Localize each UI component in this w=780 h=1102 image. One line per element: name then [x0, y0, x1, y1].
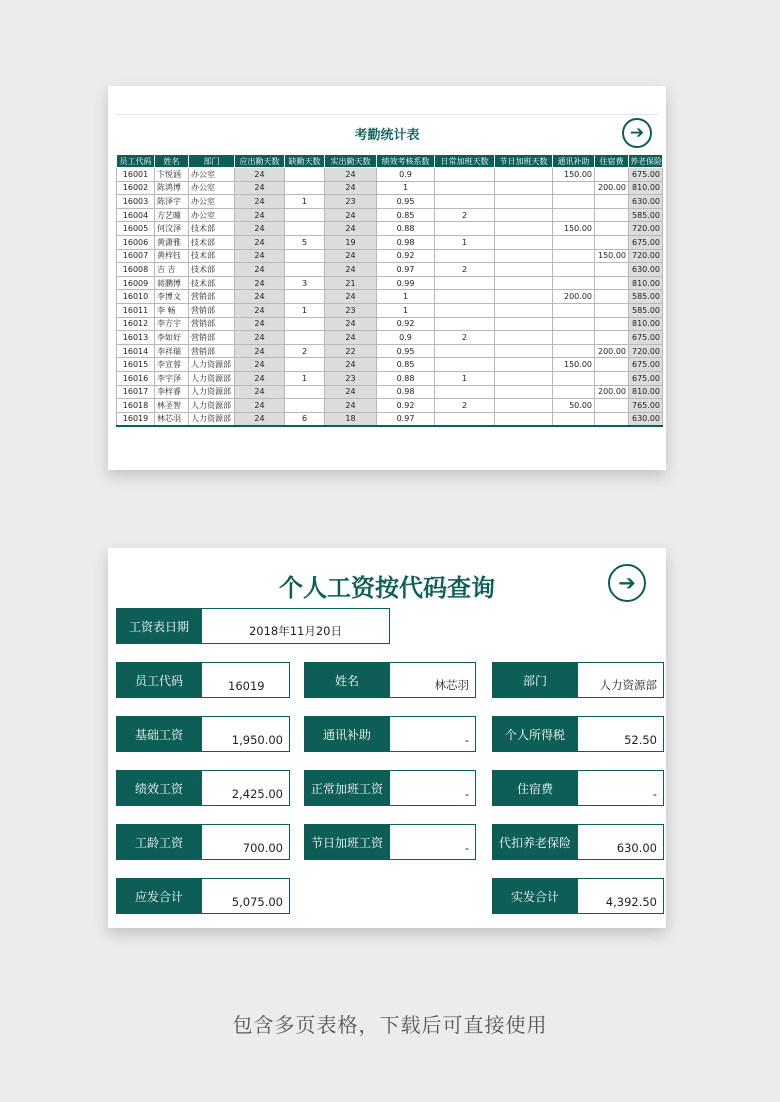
table-cell: 林圣智: [155, 399, 189, 413]
table-cell: [285, 317, 325, 331]
table-cell: 765.00: [629, 399, 663, 413]
table-cell: [285, 168, 325, 182]
table-cell: [553, 317, 595, 331]
table-cell: 16014: [117, 344, 155, 358]
table-cell: 2: [435, 208, 495, 222]
table-cell: 办公室: [189, 168, 235, 182]
table-cell: 23: [325, 371, 377, 385]
table-cell: [285, 181, 325, 195]
base-salary-value: 1,950.00: [202, 716, 290, 752]
table-cell: [495, 358, 553, 372]
table-cell: 24: [325, 385, 377, 399]
table-cell: 24: [235, 399, 285, 413]
table-cell: 18: [325, 412, 377, 426]
table-cell: 0.9: [377, 331, 435, 345]
table-cell: [595, 303, 629, 317]
table-row: [117, 276, 663, 290]
table-cell: [285, 222, 325, 236]
table-cell: 2: [435, 263, 495, 277]
table-cell: 0.98: [377, 235, 435, 249]
table-cell: 人力资源部: [189, 385, 235, 399]
table-row: [117, 181, 663, 195]
table-cell: 16015: [117, 358, 155, 372]
column-header: 养老保险: [630, 156, 662, 166]
table-cell: 营销部: [189, 331, 235, 345]
table-cell: 0.95: [377, 344, 435, 358]
table-cell: [435, 317, 495, 331]
column-header: 住宿费: [595, 155, 629, 168]
table-row: [117, 263, 663, 277]
bottom-caption: 包含多页表格，下载后可直接使用: [232, 1013, 548, 1037]
table-cell: 720.00: [629, 344, 663, 358]
table-cell: 24: [235, 168, 285, 182]
column-header: 部门: [189, 155, 235, 168]
table-cell: 24: [235, 371, 285, 385]
table-cell: [595, 371, 629, 385]
table-cell: [285, 385, 325, 399]
table-cell: 技术部: [189, 263, 235, 277]
table-cell: [435, 385, 495, 399]
table-cell: 0.88: [377, 371, 435, 385]
table-cell: 办公室: [189, 208, 235, 222]
seniority-salary-value: 700.00: [202, 824, 290, 860]
comm-subsidy-value: -: [390, 716, 476, 752]
income-tax-label: 个人所得税: [492, 716, 578, 752]
table-cell: 585.00: [629, 290, 663, 304]
table-cell: [285, 399, 325, 413]
table-cell: 0.97: [377, 412, 435, 426]
table-cell: [495, 385, 553, 399]
table-cell: 24: [235, 303, 285, 317]
table-row: [117, 317, 663, 331]
table-cell: 24: [325, 222, 377, 236]
table-cell: 24: [235, 276, 285, 290]
table-cell: 办公室: [189, 181, 235, 195]
table-cell: 16016: [117, 371, 155, 385]
table-cell: 16004: [117, 208, 155, 222]
table-cell: 1: [377, 290, 435, 304]
table-cell: [553, 263, 595, 277]
table-cell: 24: [325, 358, 377, 372]
table-cell: 150.00: [553, 168, 595, 182]
table-cell: 24: [235, 235, 285, 249]
table-cell: 675.00: [629, 168, 663, 182]
table-cell: [435, 222, 495, 236]
lodging-fee-value: -: [578, 770, 664, 806]
pension-deduction-value: 630.00: [578, 824, 664, 860]
table-cell: [495, 399, 553, 413]
table-cell: 24: [235, 317, 285, 331]
table-cell: 23: [325, 195, 377, 209]
table-cell: 150.00: [553, 358, 595, 372]
table-cell: 24: [235, 385, 285, 399]
table-cell: [495, 344, 553, 358]
attendance-title: 考勤统计表: [354, 128, 420, 143]
table-cell: 24: [325, 290, 377, 304]
performance-salary-value: 2,425.00: [202, 770, 290, 806]
arrow-right-circle-icon[interactable]: ➔: [622, 118, 652, 148]
seniority-salary-label: 工龄工资: [116, 824, 202, 860]
table-cell: 李宇泽: [155, 371, 189, 385]
table-cell: 人力资源部: [189, 358, 235, 372]
table-cell: 810.00: [629, 385, 663, 399]
table-cell: 3: [285, 276, 325, 290]
table-cell: [553, 276, 595, 290]
table-cell: 16010: [117, 290, 155, 304]
table-cell: 16002: [117, 181, 155, 195]
table-cell: 24: [235, 249, 285, 263]
table-cell: [595, 317, 629, 331]
table-cell: [495, 371, 553, 385]
table-cell: 黄梓钰: [155, 249, 189, 263]
column-header: 通讯补助: [553, 155, 595, 168]
table-cell: 0.98: [377, 385, 435, 399]
table-cell: 陈泽宇: [155, 195, 189, 209]
table-cell: 24: [325, 249, 377, 263]
table-cell: 16007: [117, 249, 155, 263]
net-total-label: 实发合计: [492, 878, 578, 914]
table-cell: 16011: [117, 303, 155, 317]
table-cell: 24: [325, 317, 377, 331]
table-cell: 0.97: [377, 263, 435, 277]
table-cell: 0.92: [377, 249, 435, 263]
table-row: [117, 344, 663, 358]
salary-title: 个人工资按代码查询: [279, 574, 495, 602]
table-cell: 技术部: [189, 222, 235, 236]
table-cell: 技术部: [189, 276, 235, 290]
table-cell: 人力资源部: [189, 399, 235, 413]
table-cell: 21: [325, 276, 377, 290]
table-cell: [595, 235, 629, 249]
table-cell: 人力资源部: [189, 412, 235, 426]
comm-subsidy-label: 通讯补助: [304, 716, 390, 752]
table-cell: [435, 276, 495, 290]
table-cell: [495, 168, 553, 182]
table-cell: 585.00: [629, 303, 663, 317]
table-cell: 0.9: [377, 168, 435, 182]
salary-lookup-card: [108, 548, 666, 928]
table-cell: 0.88: [377, 222, 435, 236]
table-cell: [435, 249, 495, 263]
dept-value: 人力资源部: [578, 662, 664, 698]
table-cell: 李宣蓉: [155, 358, 189, 372]
table-row: [117, 358, 663, 372]
table-cell: 24: [235, 263, 285, 277]
table-cell: 营销部: [189, 303, 235, 317]
table-cell: 24: [235, 344, 285, 358]
table-cell: 1: [285, 371, 325, 385]
table-cell: 24: [325, 168, 377, 182]
table-cell: 蒋鹏博: [155, 276, 189, 290]
table-cell: 李梓睿: [155, 385, 189, 399]
table-cell: 营销部: [189, 317, 235, 331]
table-cell: 林芯羽: [155, 412, 189, 426]
table-cell: 陈鸿博: [155, 181, 189, 195]
table-cell: [595, 208, 629, 222]
table-cell: [435, 181, 495, 195]
column-header: 绩效考核系数: [377, 155, 435, 168]
column-header: 节日加班天数: [495, 155, 553, 168]
table-cell: 24: [235, 181, 285, 195]
table-cell: 24: [235, 195, 285, 209]
table-cell: [595, 290, 629, 304]
table-cell: [435, 195, 495, 209]
table-cell: [495, 290, 553, 304]
holiday-overtime-value: -: [390, 824, 476, 860]
column-header: 日常加班天数: [435, 155, 495, 168]
table-cell: 19: [325, 235, 377, 249]
table-cell: 16008: [117, 263, 155, 277]
table-cell: 1: [435, 235, 495, 249]
performance-salary-label: 绩效工资: [116, 770, 202, 806]
column-header: 姓名: [155, 155, 189, 168]
table-cell: 1: [377, 181, 435, 195]
lodging-fee-label: 住宿费: [492, 770, 578, 806]
gross-total-value: 5,075.00: [202, 878, 290, 914]
table-cell: 1: [285, 303, 325, 317]
table-cell: 675.00: [629, 371, 663, 385]
table-cell: [495, 412, 553, 426]
table-cell: [495, 235, 553, 249]
table-cell: [595, 276, 629, 290]
overtime-pay-label: 正常加班工资: [304, 770, 390, 806]
table-cell: 营销部: [189, 290, 235, 304]
date-label: 工资表日期: [116, 608, 202, 644]
table-cell: 0.85: [377, 208, 435, 222]
table-cell: [285, 358, 325, 372]
table-cell: 1: [377, 303, 435, 317]
table-cell: [285, 331, 325, 345]
table-cell: 0.85: [377, 358, 435, 372]
attendance-table: [116, 154, 663, 427]
base-salary-label: 基础工资: [116, 716, 202, 752]
table-cell: 李博文: [155, 290, 189, 304]
table-cell: 16018: [117, 399, 155, 413]
table-cell: 16017: [117, 385, 155, 399]
table-cell: 585.00: [629, 208, 663, 222]
table-cell: 5: [285, 235, 325, 249]
table-cell: 150.00: [595, 249, 629, 263]
table-cell: [595, 399, 629, 413]
table-cell: [495, 317, 553, 331]
table-cell: [495, 303, 553, 317]
table-cell: 李如好: [155, 331, 189, 345]
table-cell: 24: [235, 358, 285, 372]
table-cell: 720.00: [629, 222, 663, 236]
table-cell: 24: [235, 208, 285, 222]
table-cell: 675.00: [629, 331, 663, 345]
column-header: 实出勤天数: [325, 155, 377, 168]
table-cell: 0.99: [377, 276, 435, 290]
table-row: [117, 168, 663, 182]
employee-code-input[interactable]: 16019: [202, 662, 290, 698]
table-cell: [435, 290, 495, 304]
table-row: [117, 195, 663, 209]
table-cell: 24: [235, 290, 285, 304]
table-cell: 营销部: [189, 344, 235, 358]
table-cell: 23: [325, 303, 377, 317]
table-cell: 技术部: [189, 249, 235, 263]
overtime-pay-value: -: [390, 770, 476, 806]
attendance-card: [108, 86, 666, 470]
column-header: 应出勤天数: [235, 155, 285, 168]
table-cell: [435, 358, 495, 372]
table-cell: 200.00: [553, 290, 595, 304]
table-cell: 技术部: [189, 235, 235, 249]
table-cell: 方艺曈: [155, 208, 189, 222]
table-row: [117, 371, 663, 385]
table-cell: [495, 276, 553, 290]
table-cell: [495, 249, 553, 263]
table-cell: [553, 412, 595, 426]
table-cell: [595, 195, 629, 209]
pension-deduction-label: 代扣养老保险: [492, 824, 578, 860]
table-cell: [595, 222, 629, 236]
table-cell: [495, 195, 553, 209]
table-cell: [435, 303, 495, 317]
table-row: [117, 249, 663, 263]
table-cell: 810.00: [629, 181, 663, 195]
table-row: [117, 399, 663, 413]
name-label: 姓名: [304, 662, 390, 698]
net-total-value: 4,392.50: [578, 878, 664, 914]
table-cell: 6: [285, 412, 325, 426]
table-cell: [285, 290, 325, 304]
table-cell: 16005: [117, 222, 155, 236]
table-cell: [553, 208, 595, 222]
date-value[interactable]: 2018年11月20日: [202, 608, 390, 644]
table-row: [117, 412, 663, 426]
table-cell: [553, 385, 595, 399]
table-cell: 200.00: [595, 181, 629, 195]
table-cell: [495, 222, 553, 236]
gross-total-label: 应发合计: [116, 878, 202, 914]
table-cell: 李祥瑞: [155, 344, 189, 358]
table-cell: [553, 195, 595, 209]
table-cell: 24: [325, 181, 377, 195]
table-cell: 16013: [117, 331, 155, 345]
table-cell: 150.00: [553, 222, 595, 236]
employee-code-label: 员工代码: [116, 662, 202, 698]
table-cell: 810.00: [629, 276, 663, 290]
income-tax-value: 52.50: [578, 716, 664, 752]
table-cell: 24: [235, 222, 285, 236]
table-cell: 2: [435, 331, 495, 345]
table-cell: 50.00: [553, 399, 595, 413]
table-cell: 办公室: [189, 195, 235, 209]
table-cell: [553, 181, 595, 195]
table-header-row: [117, 155, 663, 168]
table-cell: 2: [285, 344, 325, 358]
table-cell: 24: [325, 263, 377, 277]
table-cell: [595, 263, 629, 277]
table-cell: 李 畅: [155, 303, 189, 317]
table-cell: 675.00: [629, 235, 663, 249]
table-cell: 24: [325, 331, 377, 345]
table-cell: 16019: [117, 412, 155, 426]
table-cell: 卞悦涵: [155, 168, 189, 182]
table-cell: 0.92: [377, 399, 435, 413]
table-cell: 人力资源部: [189, 371, 235, 385]
table-cell: 16006: [117, 235, 155, 249]
table-cell: 630.00: [629, 263, 663, 277]
table-cell: 李方宇: [155, 317, 189, 331]
table-cell: 24: [235, 412, 285, 426]
table-cell: [435, 168, 495, 182]
table-cell: 16009: [117, 276, 155, 290]
table-cell: [495, 263, 553, 277]
table-cell: [495, 208, 553, 222]
table-cell: 16012: [117, 317, 155, 331]
table-cell: 630.00: [629, 412, 663, 426]
table-row: [117, 290, 663, 304]
table-cell: 2: [435, 399, 495, 413]
table-cell: 吉 吉: [155, 263, 189, 277]
table-cell: 24: [325, 399, 377, 413]
table-cell: 黄潇雅: [155, 235, 189, 249]
table-row: [117, 303, 663, 317]
table-cell: 675.00: [629, 358, 663, 372]
table-cell: [435, 412, 495, 426]
table-row: [117, 222, 663, 236]
table-cell: [435, 344, 495, 358]
table-cell: [553, 303, 595, 317]
table-cell: 22: [325, 344, 377, 358]
table-cell: [495, 331, 553, 345]
holiday-overtime-label: 节日加班工资: [304, 824, 390, 860]
table-cell: 630.00: [629, 195, 663, 209]
table-cell: [553, 235, 595, 249]
table-cell: [553, 371, 595, 385]
arrow-right-circle-icon[interactable]: ➔: [608, 564, 646, 602]
table-cell: 24: [235, 331, 285, 345]
table-cell: [285, 208, 325, 222]
table-row: [117, 208, 663, 222]
table-row: [117, 331, 663, 345]
table-cell: 16001: [117, 168, 155, 182]
table-row: [117, 235, 663, 249]
table-cell: 720.00: [629, 249, 663, 263]
title-divider: [116, 114, 658, 115]
table-cell: [595, 412, 629, 426]
name-value: 林芯羽: [390, 662, 476, 698]
table-cell: [553, 344, 595, 358]
table-cell: [595, 331, 629, 345]
table-cell: [495, 181, 553, 195]
column-header: 员工代码: [117, 155, 155, 168]
table-cell: [285, 249, 325, 263]
dept-label: 部门: [492, 662, 578, 698]
table-row: [117, 385, 663, 399]
table-cell: 24: [325, 208, 377, 222]
table-cell: [553, 331, 595, 345]
table-cell: [595, 168, 629, 182]
table-cell: 0.92: [377, 317, 435, 331]
table-cell: 200.00: [595, 385, 629, 399]
column-header: 缺勤天数: [285, 155, 325, 168]
table-cell: 200.00: [595, 344, 629, 358]
table-cell: 16003: [117, 195, 155, 209]
table-cell: 何汶泽: [155, 222, 189, 236]
table-cell: [595, 358, 629, 372]
table-cell: 0.95: [377, 195, 435, 209]
table-cell: [285, 263, 325, 277]
table-cell: 810.00: [629, 317, 663, 331]
table-cell: [553, 249, 595, 263]
table-cell: 1: [435, 371, 495, 385]
table-cell: 1: [285, 195, 325, 209]
